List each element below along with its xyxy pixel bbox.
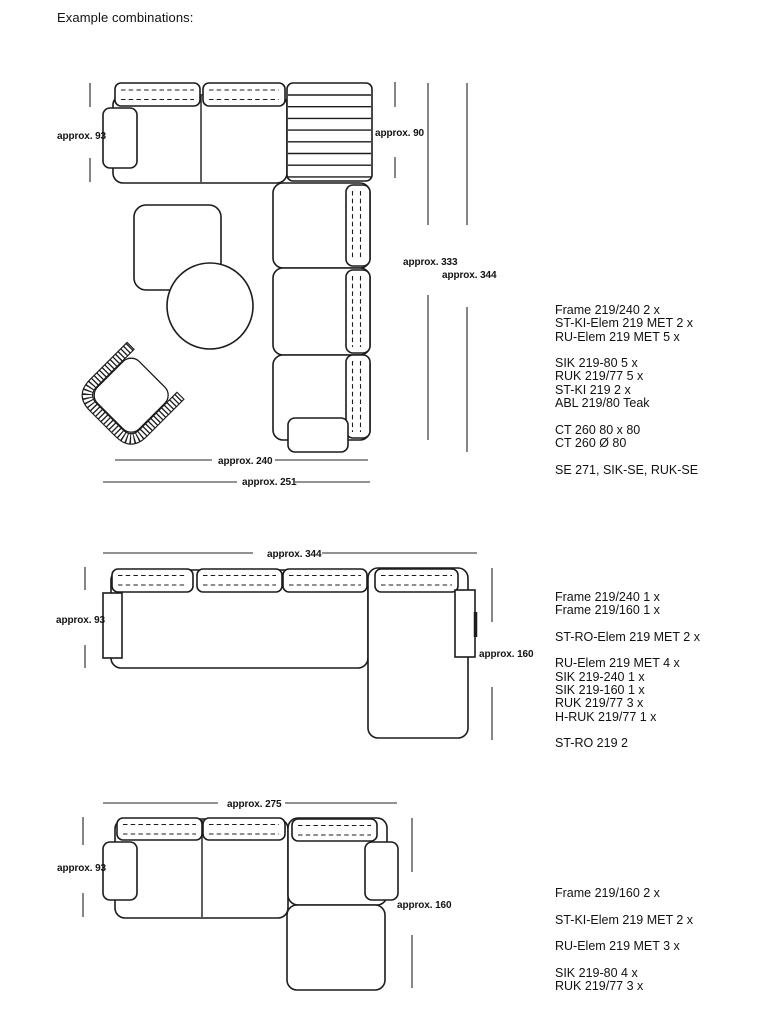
back-cushion [283, 569, 367, 592]
parts-group [555, 357, 770, 410]
part-line: Frame 219/240 2 x [555, 303, 660, 317]
back-cushion [117, 818, 202, 840]
back-cushion [203, 818, 285, 840]
part-line: Frame 219/160 1 x [555, 603, 660, 618]
dimension-label: approx. 333 [403, 257, 458, 268]
chaise-body [287, 905, 385, 990]
sofa-body [113, 95, 287, 183]
parts-group [555, 304, 770, 344]
dimension-label: approx. 93 [56, 615, 106, 626]
back-cushion [346, 270, 370, 353]
part-line: RUK 219/77 5 x [555, 369, 644, 384]
back-cushion [203, 83, 285, 106]
dimension-label: approx. 240 [218, 456, 273, 467]
back-cushion [346, 355, 370, 438]
round-coffee-table [167, 263, 253, 349]
part-line: ST-KI-Elem 219 MET 2 x [555, 316, 694, 331]
dimension-label: approx. 344 [267, 549, 322, 560]
dimension-label: approx. 275 [227, 799, 282, 810]
parts-group [555, 464, 770, 477]
part-line: Frame 219/240 1 x [555, 590, 660, 604]
page-title: Example combinations: [57, 10, 194, 25]
back-cushion [375, 569, 458, 592]
back-cushion [112, 569, 193, 592]
dimension-label: approx. 93 [57, 131, 107, 142]
part-line: ST-KI 219 2 x [555, 382, 631, 397]
parts-group [555, 940, 770, 953]
armrest-right [365, 842, 398, 900]
dimension-label: approx. 251 [242, 477, 297, 488]
parts-group [555, 631, 770, 644]
back-cushion [292, 819, 377, 841]
part-line: SIK 219-80 4 x [555, 965, 638, 980]
armchair [74, 342, 184, 452]
part-line: SE 271, SIK-SE, RUK-SE [555, 462, 699, 477]
parts-list-1 [555, 304, 770, 490]
armrest-right [455, 590, 475, 657]
part-line: SIK 219-240 1 x [555, 669, 645, 684]
part-line: RU-Elem 219 MET 5 x [555, 329, 680, 344]
parts-group [555, 887, 770, 900]
part-line: RUK 219/77 3 x [555, 696, 644, 711]
part-line: ST-RO-Elem 219 MET 2 x [555, 629, 700, 644]
part-line: ST-KI-Elem 219 MET 2 x [555, 912, 694, 927]
armchair-seat [89, 353, 172, 436]
combination-3-plan [57, 799, 452, 990]
parts-group [555, 737, 770, 750]
back-cushion [346, 185, 370, 266]
part-line: ST-RO 219 2 [555, 736, 628, 751]
combination-2-plan [56, 549, 534, 740]
part-line: ABL 219/80 Teak [555, 396, 650, 411]
armrest-bottom [288, 418, 348, 452]
part-line: SIK 219-160 1 x [555, 683, 645, 698]
part-line: RU-Elem 219 MET 3 x [555, 939, 680, 954]
part-line: RUK 219/77 3 x [555, 979, 644, 994]
part-line: CT 260 80 x 80 [555, 422, 641, 437]
part-line: Frame 219/160 2 x [555, 886, 660, 900]
parts-group [555, 914, 770, 927]
part-line: RU-Elem 219 MET 4 x [555, 656, 680, 671]
part-line: CT 260 Ø 80 [555, 435, 627, 450]
armrest-left [103, 108, 137, 168]
combination-1-plan [57, 82, 497, 488]
parts-group [555, 657, 770, 723]
armrest-left [103, 593, 122, 658]
slatted-side-table [287, 83, 372, 181]
back-cushion [197, 569, 282, 592]
dimension-label: approx. 160 [479, 649, 534, 660]
parts-list-2 [555, 591, 770, 764]
dimension-label: approx. 93 [57, 863, 107, 874]
dimension-label: approx. 160 [397, 900, 452, 911]
parts-group [555, 424, 770, 451]
back-cushion [115, 83, 200, 106]
part-line: SIK 219-80 5 x [555, 356, 638, 371]
part-line: H-RUK 219/77 1 x [555, 709, 657, 724]
parts-list-3 [555, 887, 770, 1007]
chaise-body [368, 568, 468, 738]
parts-group [555, 967, 770, 994]
dimension-label: approx. 90 [375, 128, 425, 139]
dimension-label: approx. 344 [442, 270, 497, 281]
parts-group [555, 591, 770, 618]
armrest-left [103, 842, 137, 900]
